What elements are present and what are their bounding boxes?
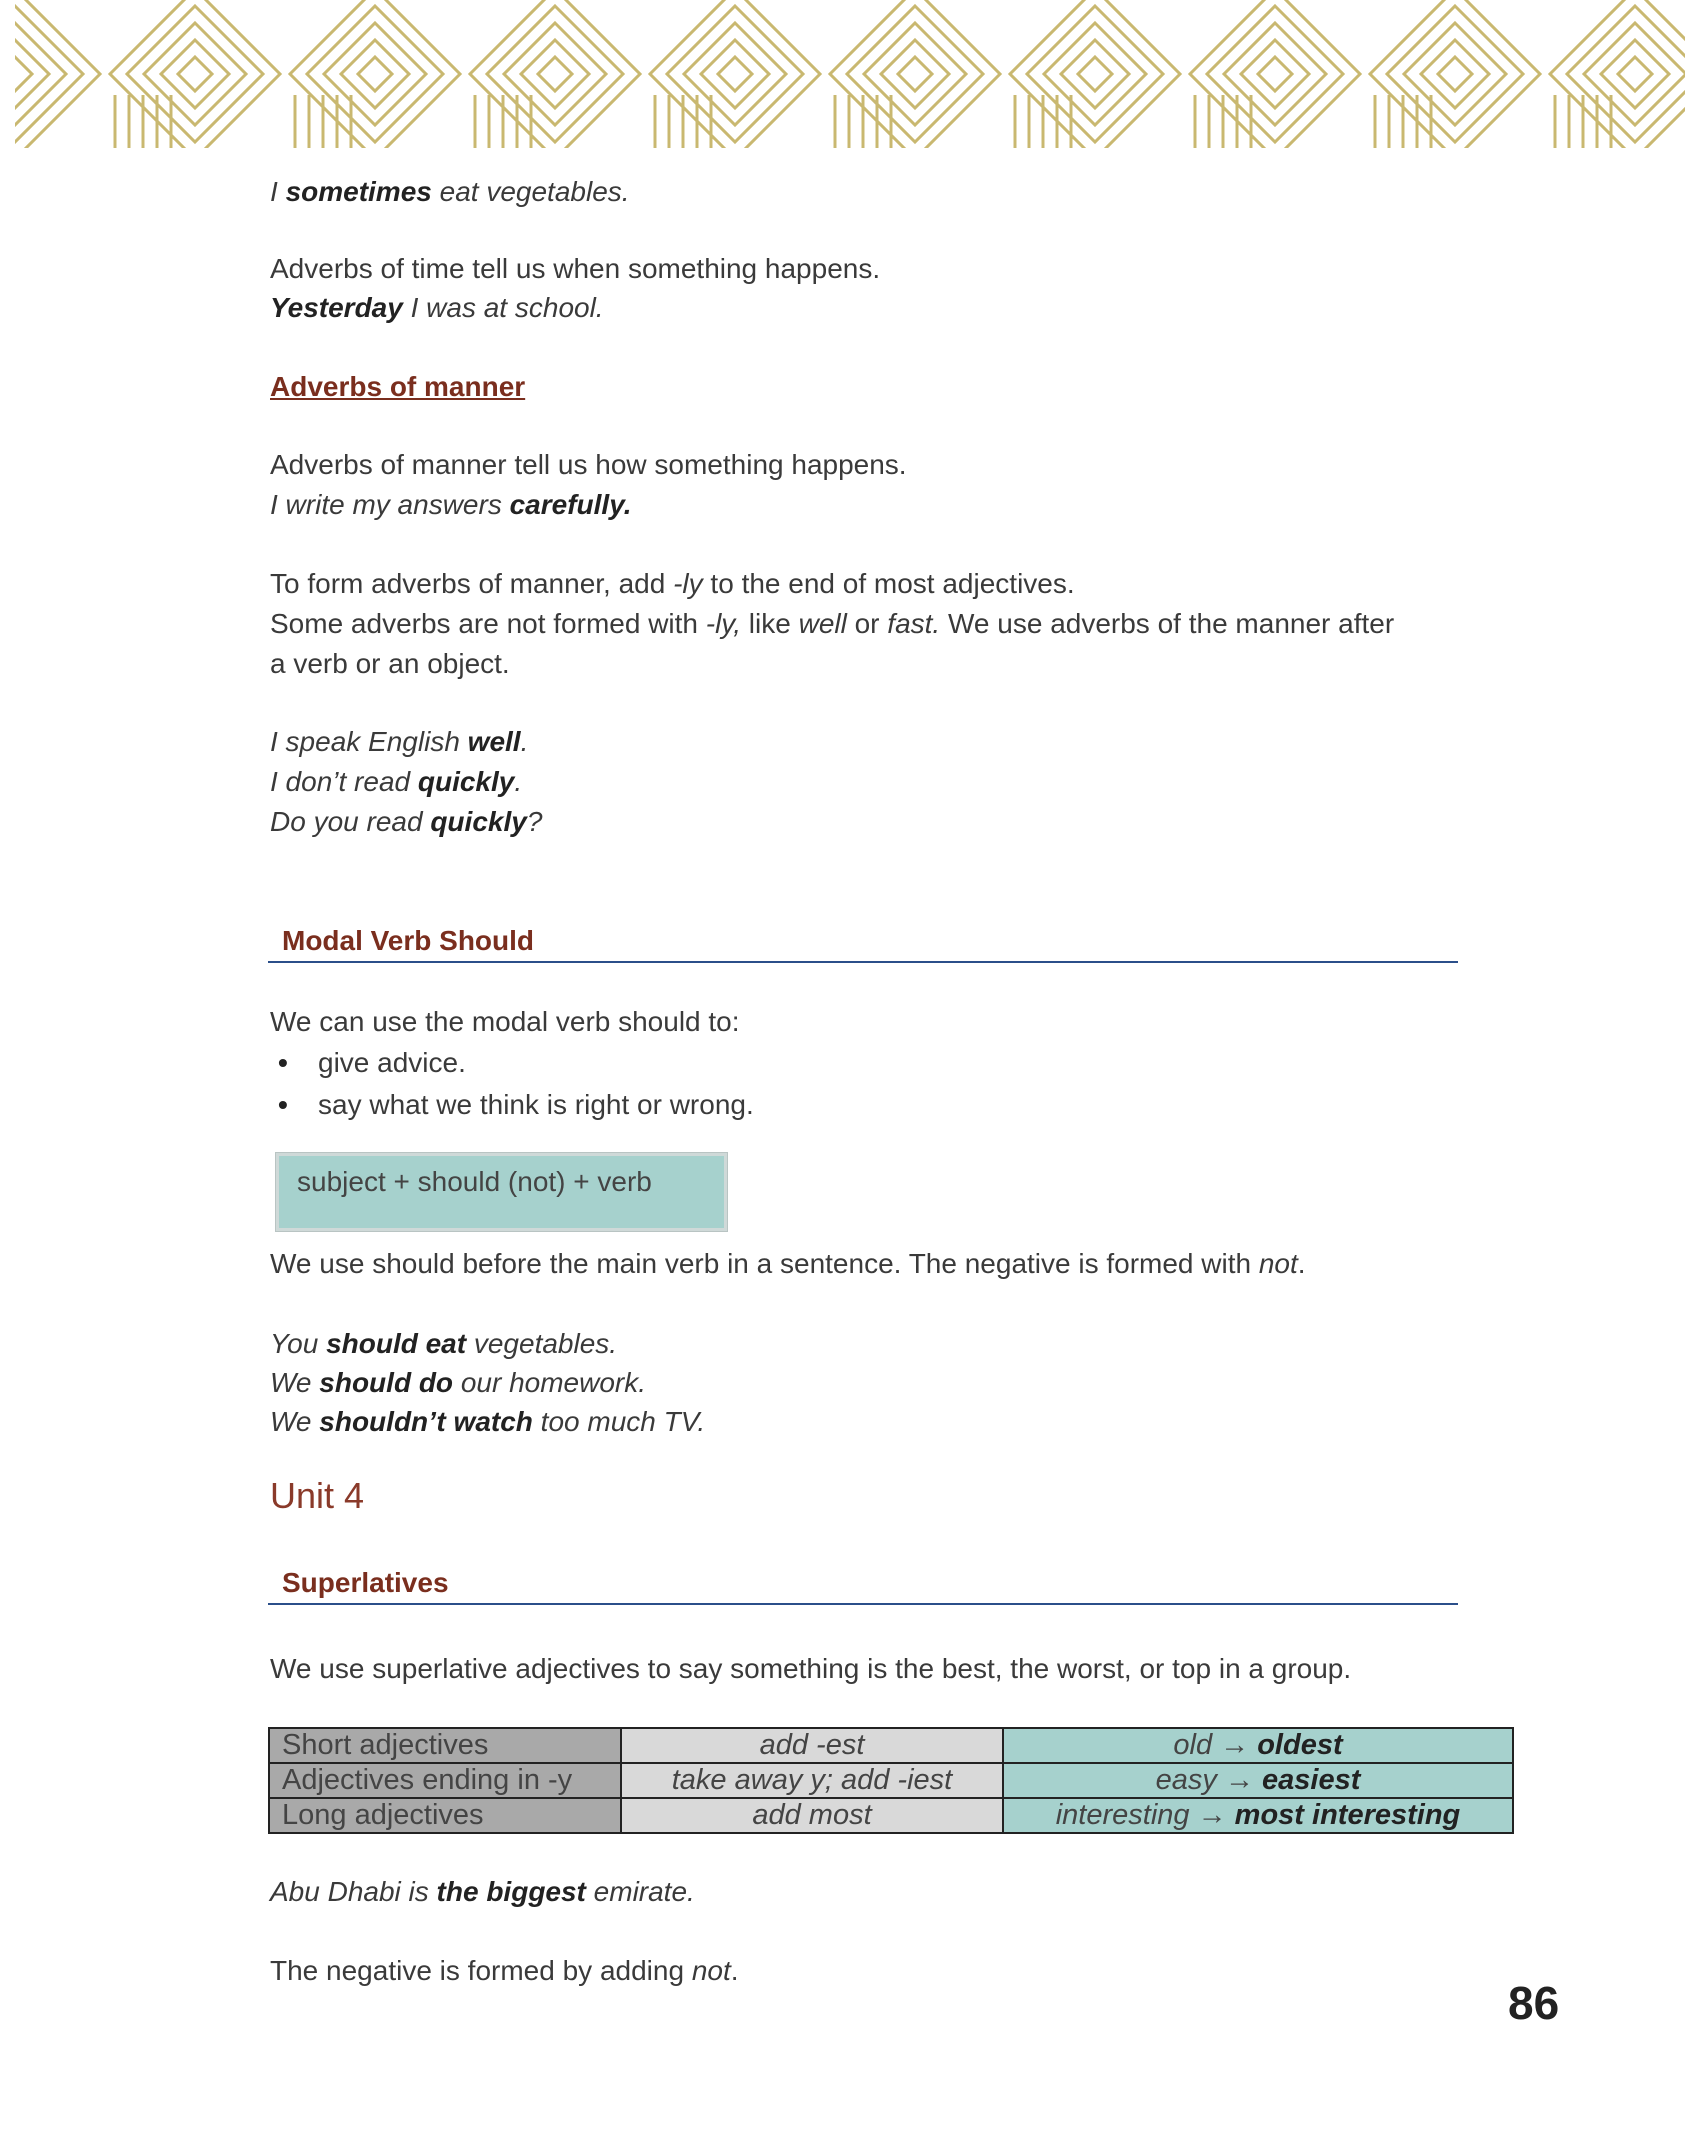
- table-row: [269, 1728, 1513, 1763]
- modal-bullet-right-wrong: • say what we think is right or wrong.: [318, 1087, 754, 1123]
- table-cell-example: interesting → most interesting: [1003, 1798, 1513, 1833]
- adverbs-of-time-text: Adverbs of time tell us when something happens.: [270, 253, 881, 284]
- modal-intro: We can use the modal verb should to:: [270, 1006, 740, 1037]
- should-example-3: We shouldn’t watch too much TV.: [270, 1406, 706, 1437]
- table-cell-rule: add -est: [621, 1728, 1003, 1763]
- adverbs-of-manner-heading: Adverbs of manner: [270, 371, 526, 402]
- geometric-pattern: [15, 0, 1685, 148]
- table-cell-rule: take away y; add -iest: [621, 1763, 1003, 1798]
- manner-example-2: I don’t read quickly.: [270, 766, 523, 797]
- modal-verb-section-heading: [268, 921, 1458, 963]
- should-example-2: We should do our homework.: [270, 1367, 647, 1398]
- table-row: [269, 1763, 1513, 1798]
- manner-formation-rule: To form adverbs of manner, add -ly to the end of most adjectives.: [270, 568, 1075, 599]
- table-cell-example: easy → easiest: [1003, 1763, 1513, 1798]
- should-formula: subject + should (not) + verb: [297, 1166, 652, 1197]
- superlative-example: Abu Dhabi is the biggest emirate.: [270, 1876, 695, 1907]
- table-cell-example: old → oldest: [1003, 1728, 1513, 1763]
- decorative-header-banner: [15, 0, 1685, 148]
- page-number: 86: [1508, 1977, 1560, 2029]
- modal-verb-heading-text: Modal Verb Should: [282, 925, 535, 956]
- should-formula-box: [276, 1153, 727, 1231]
- should-usage-text: We use should before the main verb in a sentence. The negative is formed with not.: [270, 1248, 1306, 1279]
- superlative-negative: The negative is formed by adding not.: [270, 1955, 739, 1986]
- manner-example: I write my answers carefully.: [270, 489, 632, 520]
- manner-exceptions: Some adverbs are not formed with -ly, like well or fast. We use adverbs of the manner after: [270, 608, 1395, 639]
- manner-example-3: Do you read quickly?: [270, 806, 543, 837]
- table-cell-type: Long adjectives: [269, 1798, 621, 1833]
- modal-bullet-advice: • give advice.: [318, 1045, 466, 1081]
- table-cell-type: Short adjectives: [269, 1728, 621, 1763]
- unit-title: Unit 4: [270, 1475, 365, 1516]
- superlatives-intro: We use superlative adjectives to say something is the best, the worst, or top in a group.: [270, 1653, 1352, 1684]
- manner-example-1: I speak English well.: [270, 726, 529, 757]
- superlatives-table: [268, 1727, 1514, 1834]
- table-cell-rule: add most: [621, 1798, 1003, 1833]
- superlatives-heading-text: Superlatives: [282, 1567, 449, 1598]
- example-sentence-yesterday: Yesterday I was at school.: [270, 292, 604, 323]
- example-sentence-sometimes: I sometimes eat vegetables.: [270, 176, 630, 207]
- manner-exceptions-line2: a verb or an object.: [270, 648, 510, 679]
- manner-explanation: Adverbs of manner tell us how something happens.: [270, 449, 907, 480]
- should-example-1: You should eat vegetables.: [270, 1328, 618, 1359]
- table-row: [269, 1798, 1513, 1833]
- table-cell-type: Adjectives ending in -y: [269, 1763, 621, 1798]
- superlatives-section-heading: [268, 1563, 1458, 1605]
